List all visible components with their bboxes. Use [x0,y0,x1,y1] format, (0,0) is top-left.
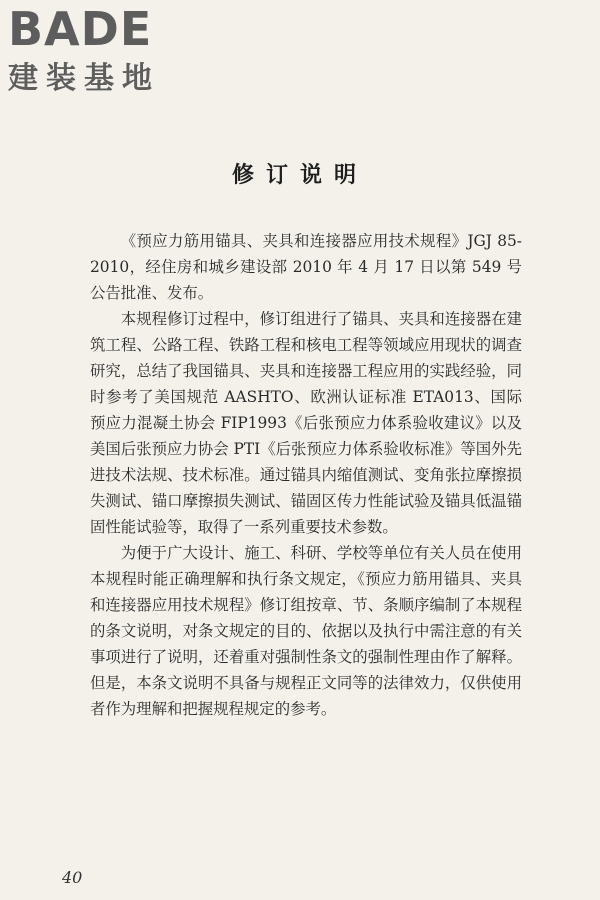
paragraph-2: 本规程修订过程中，修订组进行了锚具、夹具和连接器在建筑工程、公路工程、铁路工程和核电工程等领域应用现状的调查研究，总结了我国锚具、夹具和连接器工程应用的实践经验，同时参考了美国规范 AASHTO、欧洲认证标准 ETA013、国际预应力混凝土协会 FIP1993《后张预应力体系验收建议》以及美国后张预应力协会 PTI《后张预应力体系验收标准》等国外先进技术法规、技术标准。通过锚具内缩值测试、变角张拉摩擦损失测试、锚口摩擦损失测试、锚固区传力性能试验及锚具低温锚固性能试验等，取得了一系列重要技术参数。 [90,310,522,536]
publisher-logo [8,4,178,96]
logo-subtitle: 建装基地 [8,61,160,96]
logo-brand-text: BADE [8,2,153,56]
paragraph-3: 为便于广大设计、施工、科研、学校等单位有关人员在使用本规程时能正确理解和执行条文规定，《预应力筋用锚具、夹具和连接器应用技术规程》修订组按章、节、条顺序编制了本规程的条文说明，对条文规定的目的、依据以及执行中需注意的有关事项进行了说明，还着重对强制性条文的强制性理由作了解释。但是，本条文说明不具备与规程正文同等的法律效力，仅供使用者作为理解和把握规程规定的参考。 [90,544,522,718]
paragraph-1: 《预应力筋用锚具、夹具和连接器应用技术规程》JGJ 85-2010，经住房和城乡建设部 2010 年 4 月 17 日以第 549 号公告批准、发布。 [90,232,522,302]
page-number: 40 [62,868,83,887]
body-text [90,228,522,722]
page-title: 修订说明 [231,162,368,188]
